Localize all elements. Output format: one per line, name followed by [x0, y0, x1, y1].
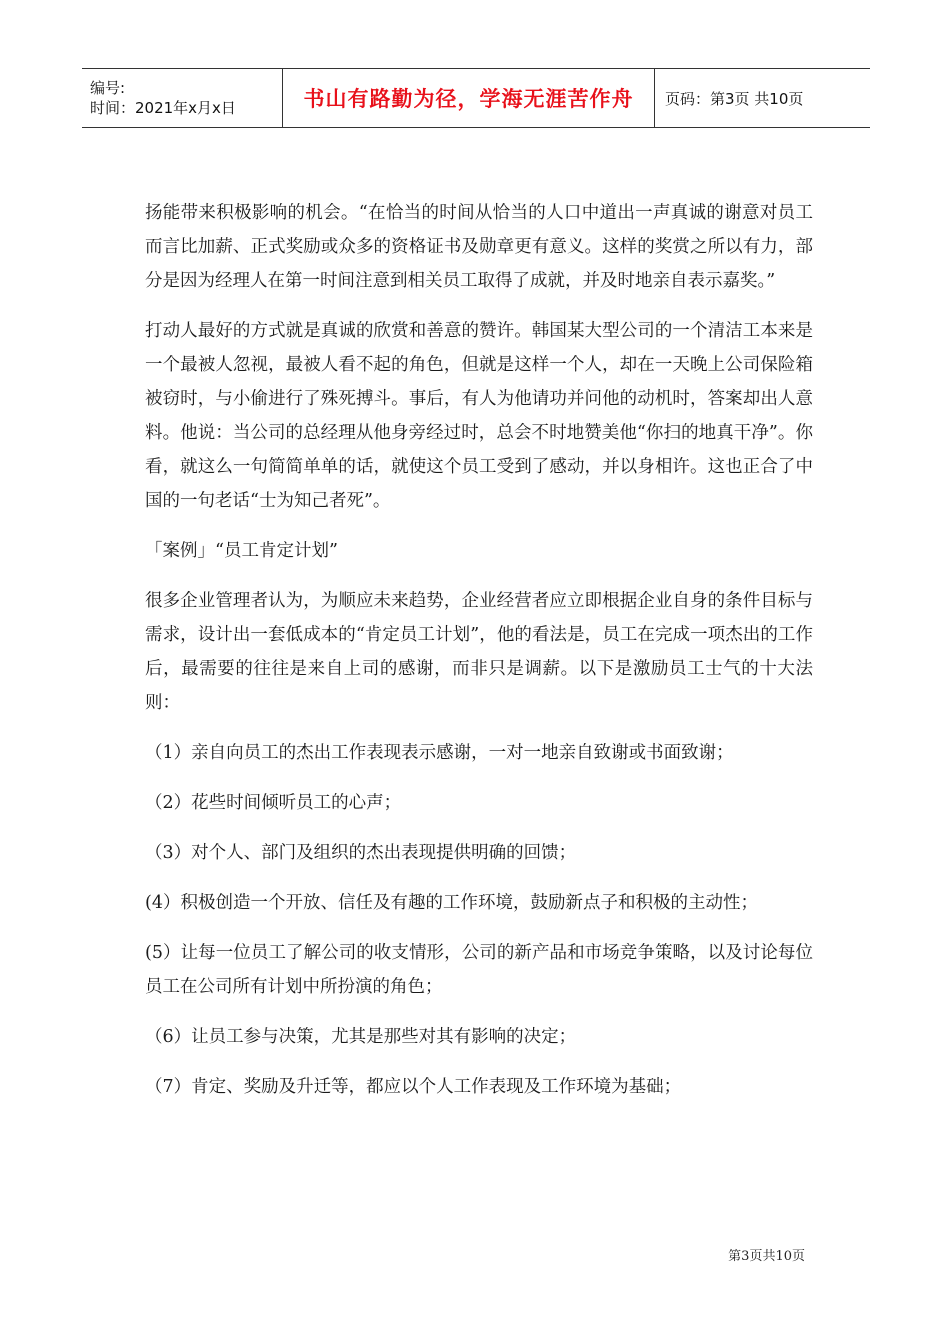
case-heading: 「案例」“员工肯定计划”: [145, 541, 338, 561]
document-number-label: 编号:: [90, 79, 126, 97]
rule-item: （1）亲自向员工的杰出工作表现表示感谢，一对一地亲自致谢或书面致谢；: [145, 743, 734, 763]
document-date: 时间：2021年x月x日: [90, 99, 236, 117]
rule-item: （2）花些时间倾听员工的心声；: [145, 793, 402, 813]
header-page-cell: [655, 69, 870, 127]
body-paragraph: 打动人最好的方式就是真诚的欣赏和善意的赞许。韩国某大型公司的一个清洁工本来是一个最被人忽视，最被人看不起的角色，但就是这样一个人，却在一天晚上公司保险箱被窃时，与小偷进行了殊死搏斗。事后，有人为他请功并问他的动机时，答案却出人意料。他说：当公司的总经理从他身旁经过时，总会不时地赞美他“你扫的地真干净”。你看，就这么一句简简单单的话，就使这个员工受到了感动，并以身相许。这也正合了中国的一句老话“士为知己者死”。: [145, 321, 813, 511]
header-meta: [82, 69, 282, 127]
header-motto-cell: [282, 69, 655, 127]
document-body: [145, 196, 813, 1120]
body-paragraph: 扬能带来积极影响的机会。“在恰当的时间从恰当的人口中道出一声真诚的谢意对员工而言比加薪、正式奖励或众多的资格证书及勋章更有意义。这样的奖赏之所以有力，部分是因为经理人在第一时间注意到相关员工取得了成就，并及时地亲自表示嘉奖。”: [145, 203, 813, 291]
page-footer-number: 第3页共10页: [728, 1249, 805, 1264]
rule-item: （3）对个人、部门及组织的杰出表现提供明确的回馈；: [145, 843, 577, 863]
rule-item: （7）肯定、奖励及升迁等，都应以个人工作表现及工作环境为基础；: [145, 1077, 682, 1097]
page-header: [82, 68, 870, 128]
rule-item: (5）让每一位员工了解公司的收支情形，公司的新产品和市场竞争策略，以及讨论每位员工在公司所有计划中所扮演的角色；: [145, 943, 813, 997]
rule-item: (4）积极创造一个开放、信任及有趣的工作环境，鼓励新点子和积极的主动性；: [145, 893, 758, 913]
rule-item: （6）让员工参与决策，尤其是那些对其有影响的决定；: [145, 1027, 577, 1047]
body-paragraph: 很多企业管理者认为，为顺应未来趋势，企业经营者应立即根据企业自身的条件目标与需求，设计出一套低成本的“肯定员工计划”，他的看法是，员工在完成一项杰出的工作后，最需要的往往是来自上司的感谢，而非只是调薪。以下是激励员工士气的十大法则：: [145, 591, 813, 713]
header-page-number: 页码：第3页 共10页: [665, 89, 804, 108]
header-motto: 书山有路勤为径，学海无涯苦作舟: [303, 87, 634, 111]
